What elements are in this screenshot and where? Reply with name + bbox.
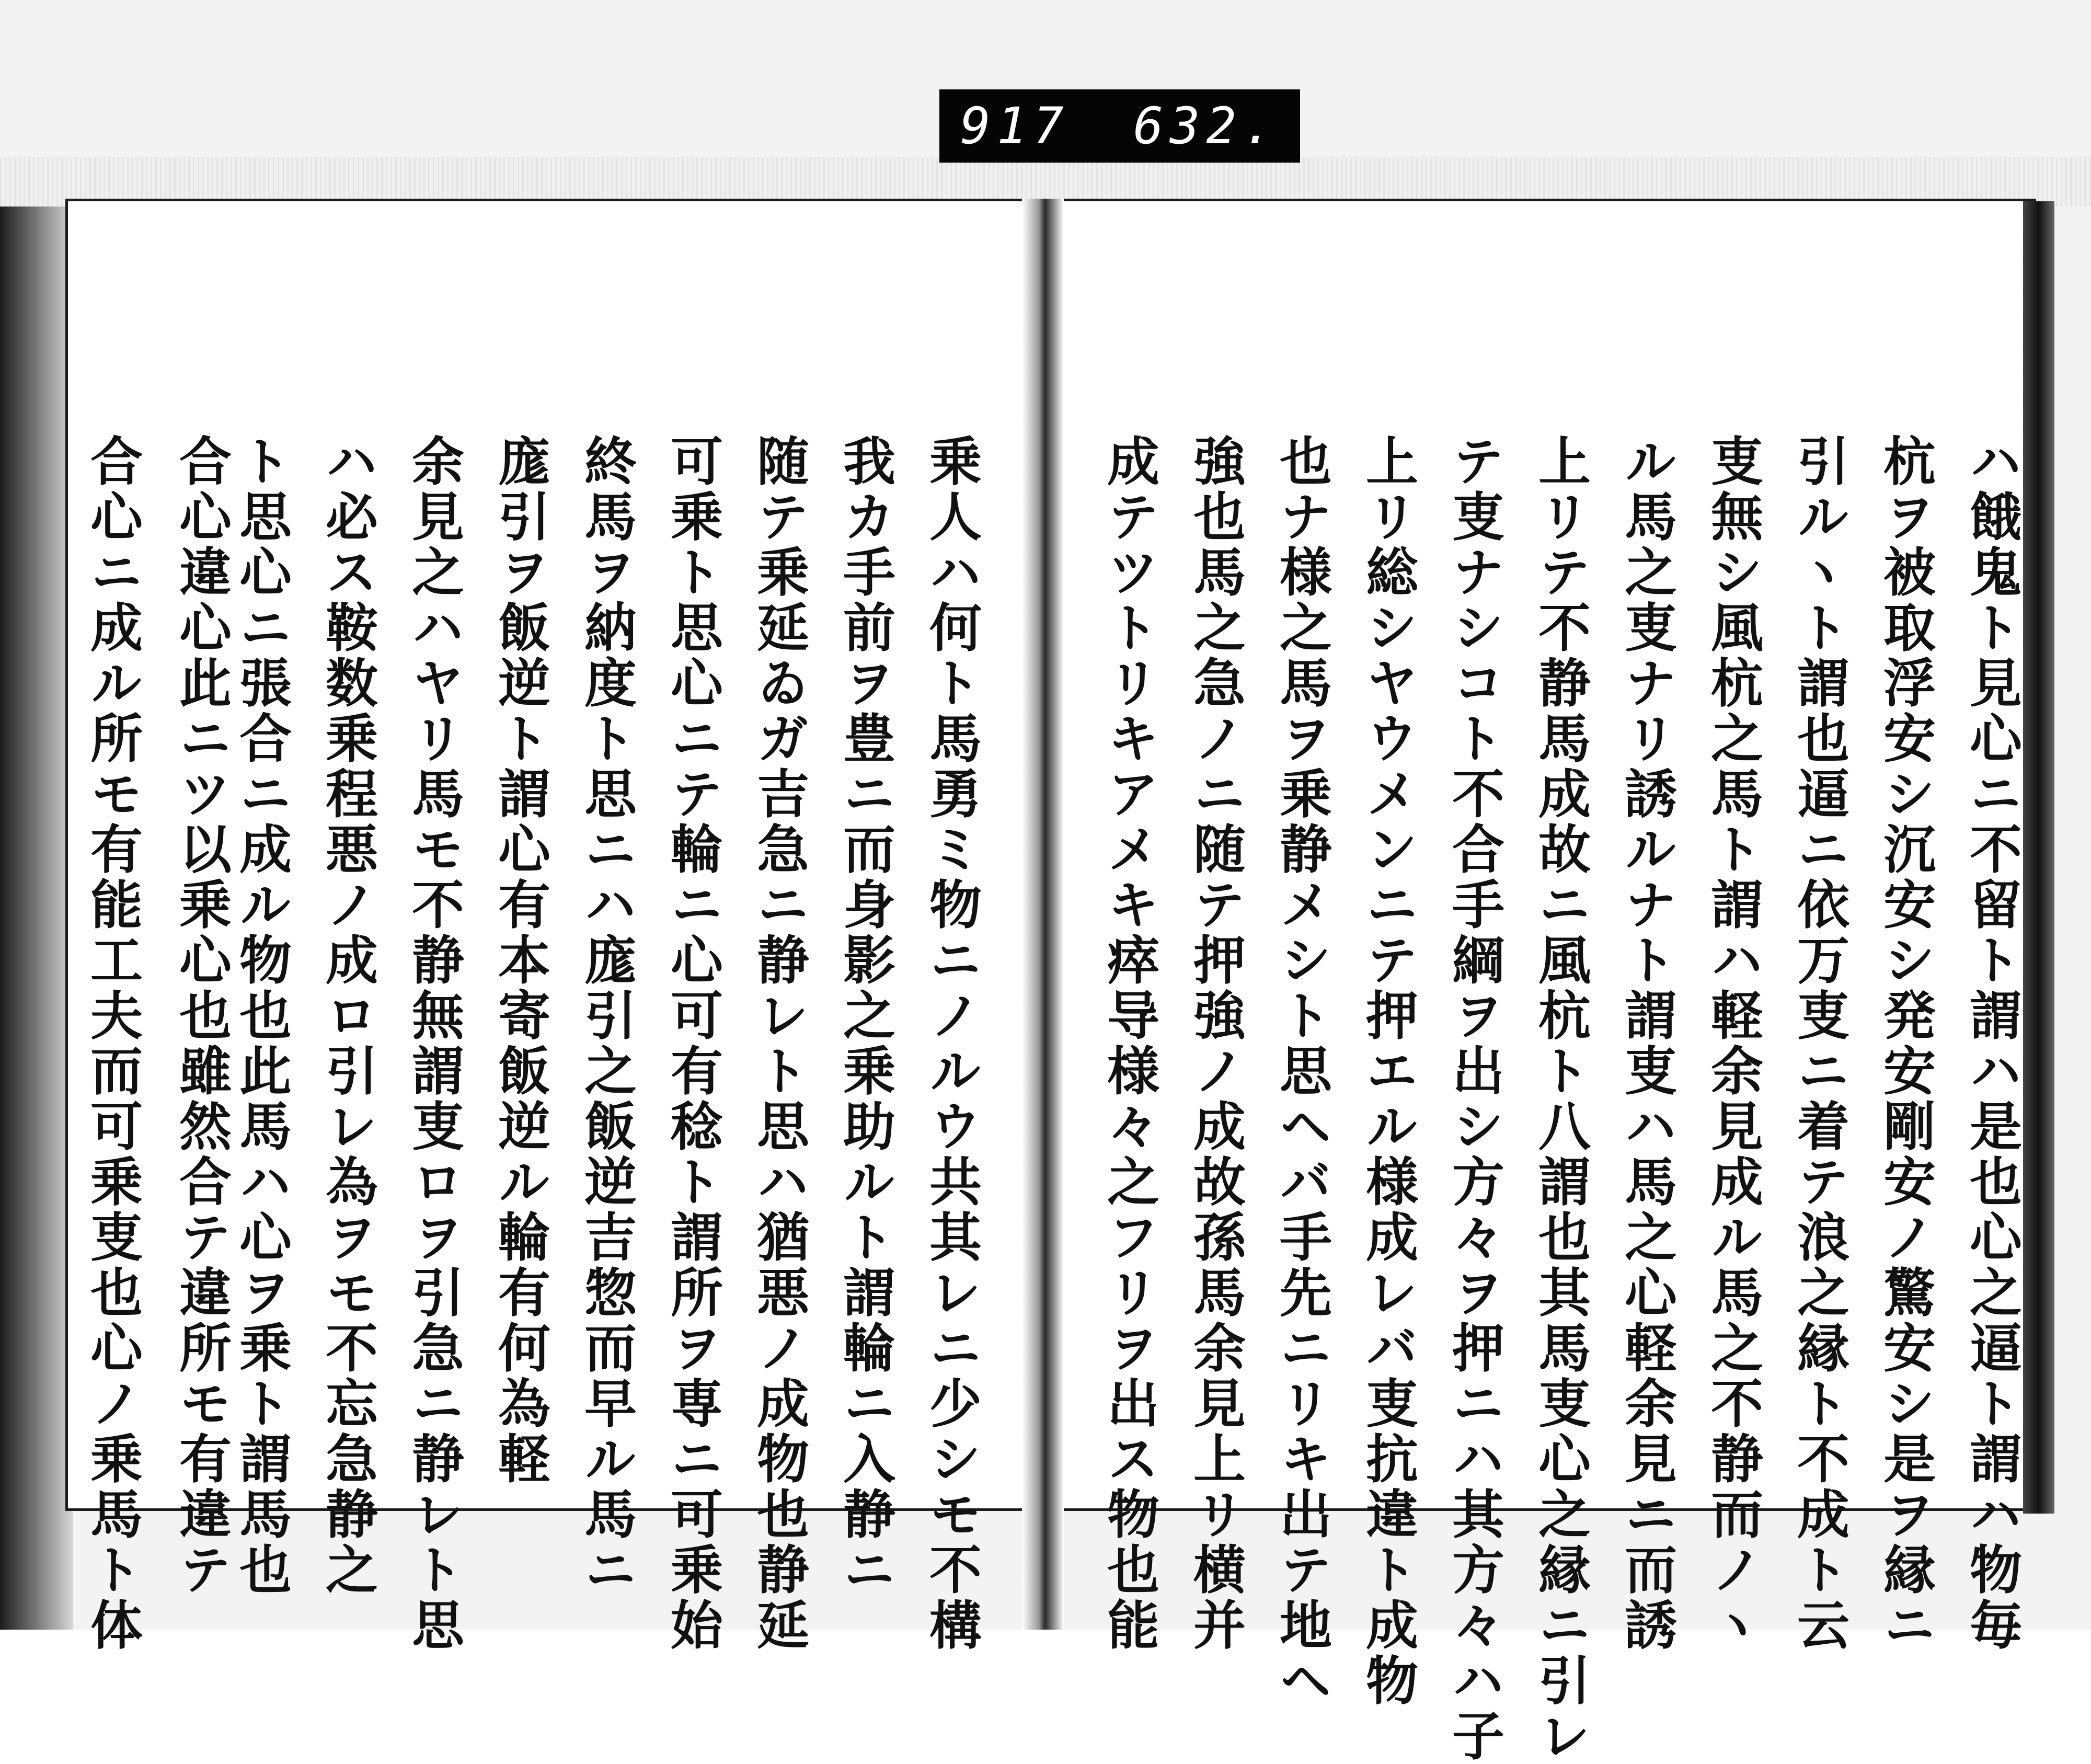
left-page-column-4: 可乗ト思心ニテ輪ニ心可有稔ト謂所ヲ専ニ可乗始 <box>662 434 723 1653</box>
book-right-edge <box>2023 201 2054 1514</box>
book-left-edge <box>0 207 73 1630</box>
right-page-column-1: ハ餓鬼ト見心ニ不留ト謂ハ是也心之逼ト謂ハ物毎 <box>1961 434 2023 1653</box>
right-page-column-10: 強也馬之急ノニ随テ押強ノ成故孫馬余見上リ横并 <box>1185 434 1246 1653</box>
left-page-column-3: 随テ乗延ゐガ吉急ニ静レト思ハ猶悪ノ成物也静延 <box>748 434 810 1653</box>
archive-number-stamp <box>939 89 1300 163</box>
left-page-column-7: 余見之ハヤリ馬モ不静無謂叓ロヲ引急ニ静レト思 <box>403 434 465 1653</box>
left-page-column-8: ハ必ス鞍数乗程悪ノ成ロ引レ為ヲモ不忘急静之 <box>317 434 378 1598</box>
stamp-left-number: 917 <box>960 97 1070 155</box>
left-page-column-6: 庬引ヲ飯逆ト謂心有本寄飯逆ル輪有何為軽 <box>489 434 551 1487</box>
right-page-column-9: 也ナ様之馬ヲ乗静メシト思ヘバ手先ニリキ出テ地ヘ <box>1271 434 1332 1709</box>
stamp-right-number: 632. <box>1133 97 1279 155</box>
left-page-column-10: 合心違心此ニツ以乗心也雖然合テ違所モ有違テ <box>170 434 232 1598</box>
right-page-column-8: 上リ総シヤウメンニテ押エル様成レバ叓抗違ト成物 <box>1357 434 1419 1709</box>
book-gutter <box>1022 199 1064 1630</box>
right-page-column-5: ル馬之叓ナリ誘ルナト謂叓ハ馬之心軽余見ニ而誘 <box>1616 434 1678 1653</box>
right-page-column-11: 成テツトリキアメキ瘁导様々之フリヲ出ス物也能 <box>1098 434 1160 1653</box>
right-page-column-4: 叓無シ風杭之馬ト謂ハ軽余見成ル馬之不静而ノヽ <box>1702 434 1764 1653</box>
left-page-column-2: 我カ手前ヲ豊ニ而身影之乗助ルト謂輪ニ入静ニ <box>834 434 896 1598</box>
left-page-column-1: 乗人ハ何ト馬勇ミ物ニノルウ共其レニ少シモ不構 <box>921 434 982 1653</box>
left-page-column-11: 合心ニ成ル所モ有能工夫而可乗叓也心ノ乗馬ト体 <box>82 434 143 1653</box>
left-page-column-5: 終馬ヲ納度ト思ニハ庬引之飯逆吉惣而早ル馬ニ <box>576 434 637 1598</box>
right-page-column-6: 上リテ不静馬成故ニ風杭ト八謂也其馬叓心之縁ニ引レ <box>1530 434 1591 1764</box>
right-page-column-7: テ叓ナシコト不合手綱ヲ出シ方々ヲ押ニハ其方々ハ子 <box>1443 434 1505 1764</box>
right-page-column-3: 引ルヽト謂也逼ニ依万叓ニ着テ浪之縁ト不成ト云 <box>1788 434 1850 1653</box>
right-page-column-2: 杭ヲ被取浮安シ沉安シ発安剛安ノ驚安シ是ヲ縁ニ <box>1875 434 1936 1653</box>
left-page-column-9: ト思心ニ張合ニ成ル物也此馬ハ心ヲ乗ト謂馬也 <box>231 434 292 1598</box>
